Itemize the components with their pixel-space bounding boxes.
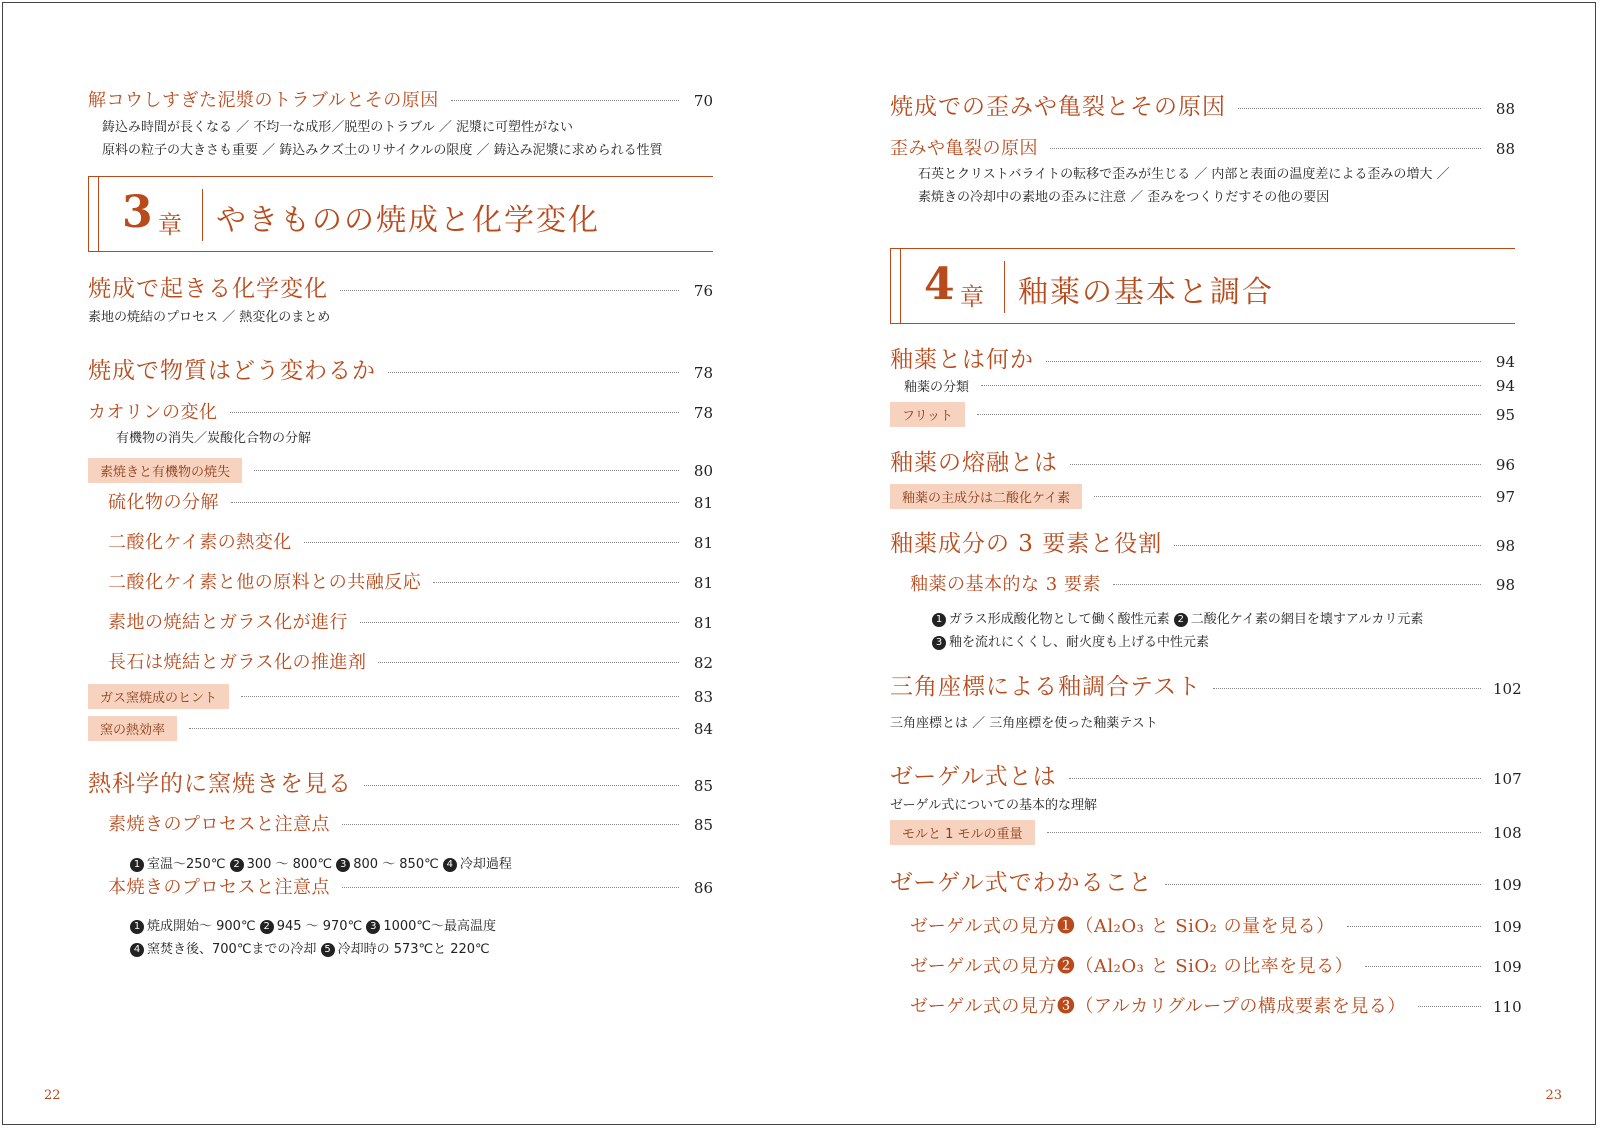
page-ref: 83 — [693, 688, 713, 706]
chapter-divider — [1004, 261, 1005, 313]
page-ref: 70 — [693, 92, 713, 110]
page-number: 22 — [44, 1088, 61, 1103]
entry-title: カオリンの変化 — [88, 402, 218, 423]
leader-dots — [1070, 464, 1481, 465]
entry-subtopics: 三角座標とは ／ 三角座標を使った釉薬テスト — [890, 716, 1158, 731]
leader-dots — [1238, 108, 1481, 109]
entry-title: ゼーゲル式とは — [890, 764, 1057, 790]
chapter-divider — [202, 189, 203, 241]
entry-tag: モルと 1 モルの重量 — [890, 820, 1035, 845]
number-badge-1: 1 — [130, 858, 144, 872]
page-ref: 97 — [1495, 488, 1515, 506]
page-ref: 109 — [1493, 876, 1522, 894]
leader-dots — [342, 887, 679, 888]
leader-dots — [1174, 545, 1481, 546]
leader-dots — [1047, 832, 1481, 833]
toc-entry[interactable] — [890, 134, 1515, 160]
page-ref: 85 — [693, 816, 713, 834]
toc-entry[interactable] — [890, 525, 1515, 558]
toc-entry[interactable] — [88, 684, 713, 709]
chapter-word: 章 — [960, 283, 984, 311]
toc-entry[interactable] — [88, 716, 713, 741]
entry-title: 釉薬成分の 3 要素と役割 — [890, 531, 1163, 557]
toc-entry[interactable] — [910, 570, 1515, 596]
entry-title: ゼーゲル式の見方❷（Al₂O₃ と SiO₂ の比率を見る） — [910, 956, 1354, 977]
page-ref: 84 — [693, 720, 713, 738]
chapter-number: 4 — [924, 259, 955, 310]
page-ref: 94 — [1495, 353, 1515, 371]
page-ref: 86 — [693, 879, 713, 897]
toc-entry[interactable] — [910, 992, 1522, 1018]
leader-dots — [1094, 496, 1481, 497]
number-badge-2: 2 — [1174, 613, 1188, 627]
leader-dots — [388, 372, 679, 373]
entry-tag: 窯の熱効率 — [88, 716, 177, 741]
page-ref: 102 — [1493, 680, 1522, 698]
entry-title: ゼーゲル式の見方❶（Al₂O₃ と SiO₂ の量を見る） — [910, 916, 1335, 937]
toc-entry[interactable] — [88, 398, 713, 424]
toc-entry[interactable] — [88, 270, 713, 303]
toc-entry[interactable] — [108, 488, 713, 514]
entry-title: 長石は焼結とガラス化の推進剤 — [108, 652, 367, 673]
toc-entry[interactable] — [910, 912, 1522, 938]
toc-entry[interactable] — [910, 952, 1522, 978]
numbered-subtopics: 1 焼成開始～ 900℃ 2 945 ～ 970℃ 3 1000℃～最高温度 — [130, 915, 496, 934]
toc-entry[interactable] — [890, 484, 1515, 509]
leader-dots — [433, 582, 679, 583]
entry-tag: フリット — [890, 402, 965, 427]
leader-dots — [364, 785, 679, 786]
toc-entry[interactable] — [88, 352, 713, 385]
leader-dots — [360, 622, 679, 623]
toc-entry[interactable] — [88, 458, 713, 483]
page-ref: 88 — [1495, 100, 1515, 118]
entry-title: ゼーゲル式でわかること — [890, 870, 1153, 896]
numbered-subtopics: 1 ガラス形成酸化物として働く酸性元素 2 二酸化ケイ素の網目を壊すアルカリ元素 — [932, 608, 1423, 627]
chapter-word: 章 — [158, 211, 182, 239]
page-ref: 110 — [1493, 998, 1522, 1016]
toc-entry[interactable] — [890, 864, 1522, 897]
page-ref: 107 — [1493, 770, 1522, 788]
toc-entry[interactable] — [904, 376, 1515, 395]
leader-dots — [1418, 1006, 1481, 1007]
toc-entry[interactable] — [108, 568, 713, 594]
page-ref: 82 — [693, 654, 713, 672]
entry-subtopics: 石英とクリストバライトの転移で歪みが生じる ／ 内部と表面の温度差による歪みの増大 ／ — [918, 167, 1450, 182]
toc-entry[interactable] — [890, 444, 1515, 477]
chapter-header — [88, 176, 713, 252]
leader-dots — [378, 662, 679, 663]
toc-entry[interactable] — [88, 765, 713, 798]
leader-dots — [451, 100, 679, 101]
leader-dots — [231, 502, 679, 503]
chapter-header — [890, 248, 1515, 324]
toc-entry[interactable] — [890, 402, 1515, 427]
toc-entry[interactable] — [88, 86, 713, 112]
leader-dots — [977, 414, 1481, 415]
entry-title: 解コウしすぎた泥漿のトラブルとその原因 — [88, 90, 439, 111]
entry-subtopics: 素地の焼結のプロセス ／ 熱変化のまとめ — [88, 310, 331, 325]
toc-entry[interactable] — [108, 873, 713, 899]
entry-subtopics: 原料の粒子の大きさも重要 ／ 鋳込みクズ土のリサイクルの限度 ／ 鋳込み泥漿に求められる性質 — [102, 143, 663, 158]
leader-dots — [241, 696, 679, 697]
toc-entry[interactable] — [890, 668, 1522, 701]
entry-tag: ガス窯焼成のヒント — [88, 684, 229, 709]
leader-dots — [1347, 926, 1481, 927]
entry-title: 焼成で物質はどう変わるか — [88, 358, 376, 384]
page-ref: 109 — [1493, 958, 1522, 976]
page-ref: 81 — [693, 534, 713, 552]
toc-entry[interactable] — [890, 88, 1515, 121]
page-ref: 81 — [693, 574, 713, 592]
number-badge-1: 1 — [932, 613, 946, 627]
entry-title: 硫化物の分解 — [108, 492, 219, 513]
entry-title: 二酸化ケイ素の熱変化 — [108, 532, 292, 553]
leader-dots — [1050, 148, 1481, 149]
number-badge-3: 3 — [336, 858, 350, 872]
number-badge-3: 3 — [932, 636, 946, 650]
page-ref: 76 — [693, 282, 713, 300]
leader-dots — [1113, 584, 1481, 585]
toc-entry[interactable] — [108, 810, 713, 836]
entry-title: 釉薬とは何か — [890, 347, 1034, 373]
leader-dots — [1046, 361, 1481, 362]
toc-entry[interactable] — [108, 648, 713, 674]
entry-title: 焼成で起きる化学変化 — [88, 276, 328, 302]
page-ref: 94 — [1495, 377, 1515, 395]
page-ref: 88 — [1495, 140, 1515, 158]
leader-dots — [254, 470, 679, 471]
leader-dots — [1069, 778, 1481, 779]
page-ref: 109 — [1493, 918, 1522, 936]
entry-title: 釉薬の基本的な 3 要素 — [910, 574, 1101, 595]
leader-dots — [304, 542, 679, 543]
entry-title: 素焼きのプロセスと注意点 — [108, 814, 330, 835]
entry-title: 三角座標による釉調合テスト — [890, 674, 1202, 700]
toc-entry[interactable] — [890, 820, 1522, 845]
entry-title: ゼーゲル式の見方❸（アルカリグループの構成要素を見る） — [910, 996, 1406, 1017]
numbered-subtopics: 4 窯焚き後、700℃までの冷却 5 冷却時の 573℃と 220℃ — [130, 938, 490, 957]
leader-dots — [230, 412, 680, 413]
leader-dots — [342, 824, 679, 825]
entry-title: 熱科学的に窯焼きを見る — [88, 771, 352, 797]
entry-title: 釉薬の分類 — [904, 380, 970, 395]
number-badge-1: 1 — [130, 920, 144, 934]
page-ref: 98 — [1495, 537, 1515, 555]
page-ref: 78 — [693, 404, 713, 422]
entry-subtopics: 素焼きの冷却中の素地の歪みに注意 ／ 歪みをつくりだすその他の要因 — [918, 190, 1330, 205]
number-badge-5: 5 — [321, 943, 335, 957]
entry-title: 歪みや亀裂の原因 — [890, 138, 1038, 159]
toc-entry[interactable] — [108, 528, 713, 554]
entry-subtopics: 鋳込み時間が長くなる ／ 不均一な成形／脱型のトラブル ／ 泥漿に可塑性がない — [102, 120, 574, 135]
page-ref: 85 — [693, 777, 713, 795]
entry-title: 二酸化ケイ素と他の原料との共融反応 — [108, 572, 422, 593]
page-ref: 108 — [1493, 824, 1522, 842]
entry-tag: 釉薬の主成分は二酸化ケイ素 — [890, 484, 1082, 509]
numbered-subtopics: 1 室温～250℃ 2 300 ～ 800℃ 3 800 ～ 850℃ 4 冷却過程 — [130, 853, 512, 872]
toc-entry[interactable] — [890, 341, 1515, 374]
entry-title: 素地の焼結とガラス化が進行 — [108, 612, 348, 633]
toc-entry[interactable] — [890, 758, 1522, 791]
page-ref: 95 — [1495, 406, 1515, 424]
leader-dots — [1213, 688, 1481, 689]
page-ref: 78 — [693, 364, 713, 382]
entry-title: 釉薬の熔融とは — [890, 450, 1058, 476]
entry-subtopics: ゼーゲル式についての基本的な理解 — [890, 798, 1097, 813]
page-ref: 80 — [693, 462, 713, 480]
chapter-title: 釉薬の基本と調合 — [1018, 275, 1274, 310]
leader-dots — [981, 385, 1481, 386]
numbered-subtopics: 3 釉を流れにくくし、耐火度も上げる中性元素 — [932, 631, 1209, 650]
entry-title: 本焼きのプロセスと注意点 — [108, 877, 330, 898]
number-badge-4: 4 — [443, 858, 457, 872]
page-number: 23 — [1545, 1088, 1562, 1103]
number-badge-2: 2 — [230, 858, 244, 872]
leader-dots — [1165, 884, 1481, 885]
leader-dots — [189, 728, 679, 729]
number-badge-3: 3 — [366, 920, 380, 934]
leader-dots — [340, 290, 679, 291]
chapter-title: やきものの焼成と化学変化 — [216, 203, 600, 238]
entry-tag: 素焼きと有機物の焼失 — [88, 458, 242, 483]
page-ref: 98 — [1495, 576, 1515, 594]
page-ref: 81 — [693, 494, 713, 512]
entry-subtopics: 有機物の消失／炭酸化合物の分解 — [116, 431, 312, 446]
leader-dots — [1365, 966, 1481, 967]
number-badge-4: 4 — [130, 943, 144, 957]
number-badge-2: 2 — [260, 920, 274, 934]
entry-title: 焼成での歪みや亀裂とその原因 — [890, 94, 1226, 120]
toc-entry[interactable] — [108, 608, 713, 634]
chapter-number: 3 — [122, 187, 153, 238]
page-ref: 96 — [1495, 456, 1515, 474]
page-ref: 81 — [693, 614, 713, 632]
